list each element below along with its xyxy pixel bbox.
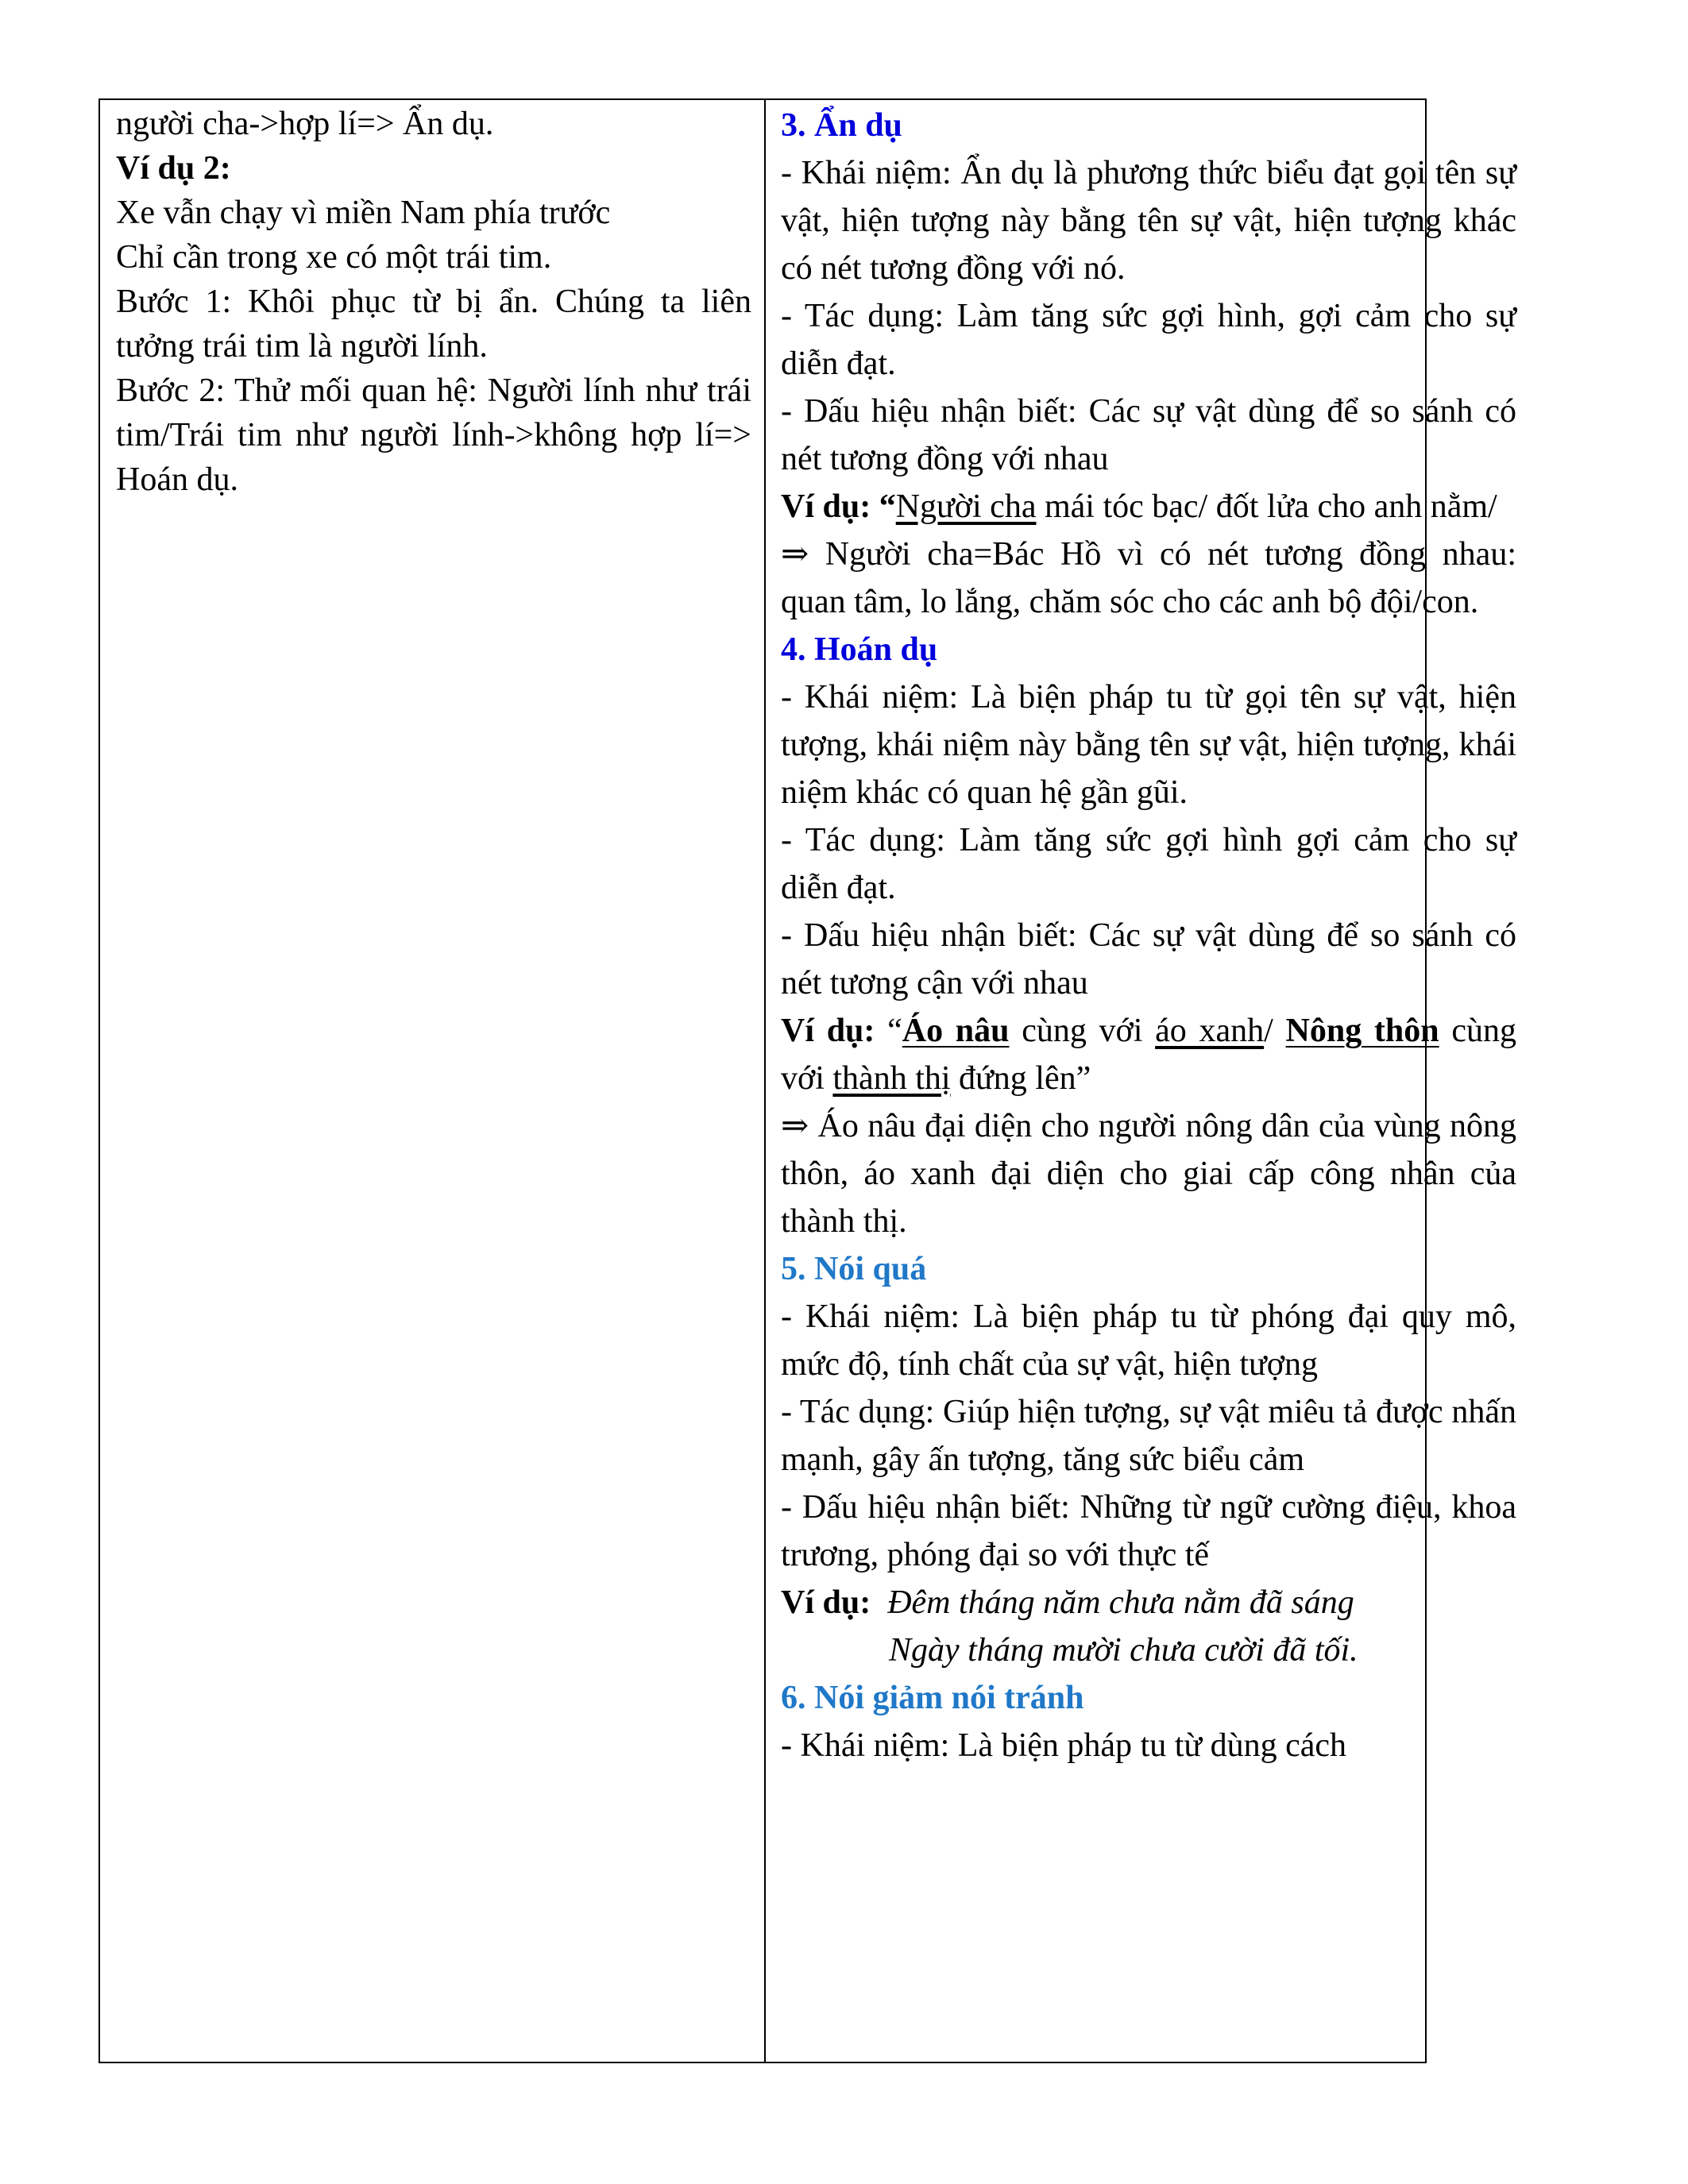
section4-effect: - Tác dụng: Làm tăng sức gợi hình gợi cảm cho sự diễn đạt. [781,822,1516,906]
section3-concept: - Khái niệm: Ẩn dụ là phương thức biểu đạt gọi tên sự vật, hiện tượng này bằng tên sự vật, hiện tượng khác có nét tương đồng với nó. [781,155,1516,287]
section4-sign: - Dấu hiệu nhận biết: Các sự vật dùng để so sánh có nét tương cận với nhau [781,917,1516,1001]
section5-sign: - Dấu hiệu nhận biết: Những từ ngữ cường điệu, khoa trương, phóng đại so với thực tế [781,1489,1516,1573]
underlined-term: Người cha [895,488,1037,525]
section3-example [781,483,1516,531]
step2-text: Bước 2: Thử mối quan hệ: Người lính như trái tim/Trái tim như người lính->không hợp lí=> Hoán dụ. [116,372,751,498]
section6-heading: 6. Nói giảm nói tránh [781,1680,1084,1716]
underlined-term: Áo nâu [902,1013,1010,1049]
left-line1: người cha->hợp lí=> Ẩn dụ. [116,106,494,142]
section4-conclusion: ⇒ Áo nâu đại diện cho người nông dân của vùng nông thôn, áo xanh đại diện cho giai cấp công nhân của thành thị. [781,1108,1516,1240]
example-rest: mái tóc bạc/ đốt lửa cho anh nằm/ [1036,488,1497,525]
section5-heading: 5. Nói quá [781,1251,927,1287]
slash: / [1264,1013,1286,1049]
step1-text: Bước 1: Khôi phục từ bị ẩn. Chúng ta liên tưởng trái tim là người lính. [116,284,751,365]
poem-line2: Ngày tháng mười chưa cười đã tối. [889,1632,1358,1669]
example-end: đứng lên” [950,1060,1091,1097]
column-divider [764,100,766,2062]
quote-open: “ [875,1013,902,1049]
section5-effect: - Tác dụng: Giúp hiện tượng, sự vật miêu tả được nhấn mạnh, gây ấn tượng, tăng sức biểu cảm [781,1394,1516,1478]
section3-sign: - Dấu hiệu nhận biết: Các sự vật dùng để so sánh có nét tương đồng với nhau [781,393,1516,477]
section5-concept: - Khái niệm: Là biện pháp tu từ phóng đại quy mô, mức độ, tính chất của sự vật, hiện tượng [781,1298,1516,1383]
section6-concept: - Khái niệm: Là biện pháp tu từ dùng cách [781,1727,1347,1764]
underlined-term: áo xanh [1155,1013,1265,1049]
example-label: Ví dụ: “ [781,488,896,525]
underlined-term: Nông thôn [1285,1013,1439,1049]
verse-line2: Chỉ cần trong xe có một trái tim. [116,239,552,276]
left-column [116,102,751,502]
poem-line1: Đêm tháng năm chưa nằm đã sáng [887,1584,1354,1621]
example-connector: cùng với [781,1013,1516,1097]
example2-label: Ví dụ 2: [116,150,231,187]
example-label: Ví dụ: [781,1013,875,1049]
section3-effect: - Tác dụng: Làm tăng sức gợi hình, gợi cảm cho sự diễn đạt. [781,298,1516,382]
section4-concept: - Khái niệm: Là biện pháp tu từ gọi tên sự vật, hiện tượng, khái niệm này bằng tên sự vật, hiện tượng, khái niệm khác có quan hệ gần gũi. [781,679,1516,811]
underlined-term: thành thị [832,1060,951,1097]
section3-conclusion: ⇒ Người cha=Bác Hồ vì có nét tương đồng nhau: quan tâm, lo lắng, chăm sóc cho các anh bộ đội/con. [781,536,1516,620]
verse-line1: Xe vẫn chạy vì miền Nam phía trước [116,195,611,231]
section5-example [781,1579,1516,1626]
example-connector: cùng với [1009,1013,1156,1049]
section4-example [781,1007,1516,1102]
section4-heading: 4. Hoán dụ [781,631,938,668]
example-label: Ví dụ: [781,1584,871,1621]
section3-heading: 3. Ẩn dụ [781,107,902,144]
right-column [781,102,1516,1769]
content-table [98,98,1516,2063]
